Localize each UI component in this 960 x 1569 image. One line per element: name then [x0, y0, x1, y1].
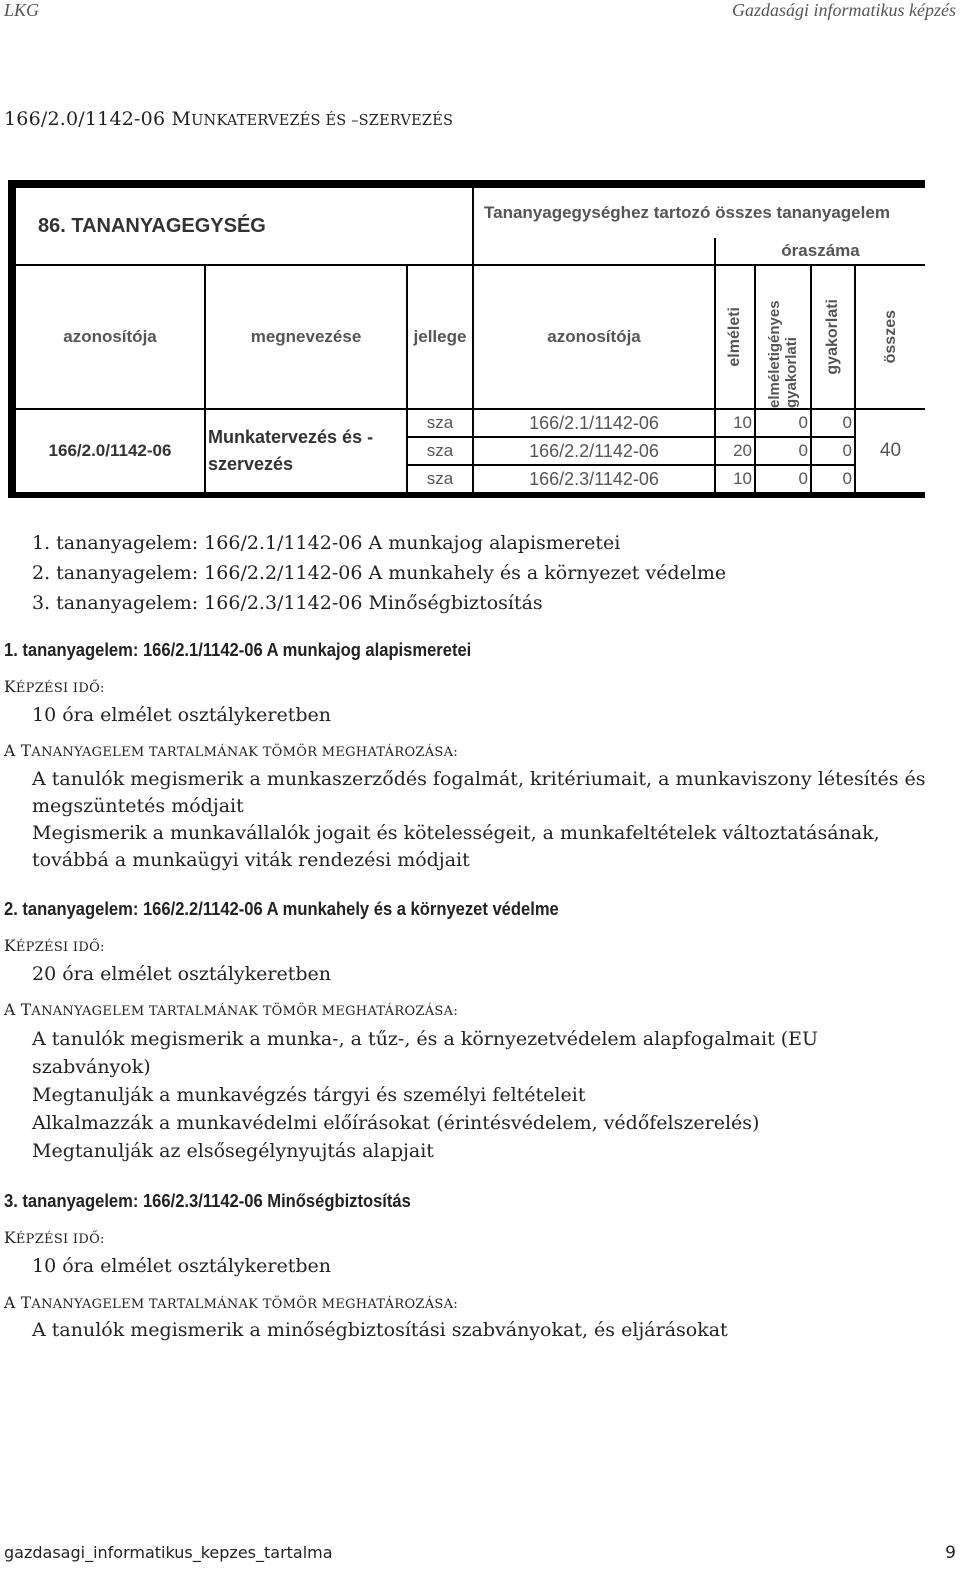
hours-title-cell: óraszáma	[716, 238, 925, 264]
label-initial: A	[4, 1001, 21, 1019]
elements-title-cell: Tananyagegységhez tartozó összes tananyagelem	[474, 188, 925, 238]
title-prefix: 166/2.0/1142-06 M	[4, 108, 192, 130]
label-rest: ANANYAGELEM TARTALMÁNAK TÖMÖR MEGHATÁROZÁSA:	[31, 1297, 459, 1312]
section-2-time: 20 óra elmélet osztálykeretben	[32, 963, 332, 985]
label-initial: K	[4, 1229, 16, 1247]
col-theory-intensive-label: elméletigényes gyakorlati	[766, 300, 800, 408]
section-1-title: 1. tananyagelem: 166/2.1/1142-06 A munkajog alapismeretei	[4, 640, 472, 660]
section-2-content	[32, 1025, 932, 1165]
row3-practice: 0	[812, 466, 854, 492]
section-3-content-label	[4, 1294, 458, 1312]
list-item: 3. tananyagelem: 166/2.3/1142-06 Minőségbiztosítás	[32, 592, 543, 614]
content-paragraph: Megtanulják a munkavégzés tárgyi és személyi feltételeit	[32, 1084, 586, 1106]
section-3-time-label	[4, 1229, 105, 1247]
row1-practice: 0	[812, 410, 854, 436]
label-rest: ÉPZÉSI IDŐ:	[15, 1232, 105, 1247]
element-list	[32, 528, 726, 618]
section-1-time: 10 óra elmélet osztálykeretben	[32, 704, 332, 726]
label-initial: T	[20, 742, 32, 760]
list-item: 2. tananyagelem: 166/2.2/1142-06 A munkahely és a környezet védelme	[32, 562, 727, 584]
row3-type: sza	[408, 466, 472, 492]
row2-id: 166/2.2/1142-06	[474, 438, 714, 464]
label-initial: K	[4, 678, 16, 696]
col-theory-intensive-header	[756, 266, 810, 408]
footer-filename: gazdasagi_informatikus_kepzes_tartalma	[4, 1543, 333, 1562]
col-type-header: jellege	[408, 266, 472, 408]
curriculum-table	[8, 180, 925, 498]
unit-title-cell: 86. TANANYAGEGYSÉG	[16, 188, 472, 264]
label-initial: A	[4, 1294, 21, 1312]
label-rest: ANANYAGELEM TARTALMÁNAK TÖMÖR MEGHATÁROZÁSA:	[31, 745, 459, 760]
label-initial: T	[20, 1294, 32, 1312]
col-name-header: megnevezése	[206, 266, 406, 408]
row3-theory: 10	[716, 466, 754, 492]
section-1-content	[32, 766, 932, 874]
unit-id-cell: 166/2.0/1142-06	[16, 410, 204, 492]
label-initial: T	[20, 1001, 32, 1019]
page-title	[4, 108, 453, 130]
total-hours-cell: 40	[856, 410, 925, 492]
col-total-label: összes	[881, 310, 899, 364]
header-left: LKG	[4, 0, 40, 20]
section-3-time: 10 óra elmélet osztálykeretben	[32, 1255, 332, 1277]
row2-theory-intensive: 0	[756, 438, 810, 464]
row2-theory: 20	[716, 438, 754, 464]
section-1-content-label	[4, 742, 458, 760]
row1-theory: 10	[716, 410, 754, 436]
row3-id: 166/2.3/1142-06	[474, 466, 714, 492]
col-id-header: azonosítója	[16, 266, 204, 408]
title-caps: UNKATERVEZÉS ÉS –SZERVEZÉS	[191, 113, 454, 129]
section-3-content	[32, 1317, 932, 1344]
row1-theory-intensive: 0	[756, 410, 810, 436]
content-paragraph: A tanulók megismerik a munka-, a tűz-, és a környezetvédelem alapfogalmait (EU szabványok)	[32, 1028, 819, 1078]
content-paragraph: Megtanulják az elsősegélynyujtás alapjait	[32, 1140, 434, 1162]
content-paragraph: Megismerik a munkavállalók jogait és kötelességeit, a munkafeltételek változtatásának, továbbá a munkaügyi viták rendezési módjait	[32, 822, 880, 871]
col-practice-header	[812, 266, 854, 408]
col-theory-header	[716, 266, 754, 408]
section-2-title: 2. tananyagelem: 166/2.2/1142-06 A munkahely és a környezet védelme	[4, 899, 559, 919]
label-initial: A	[4, 742, 21, 760]
row1-id: 166/2.1/1142-06	[474, 410, 714, 436]
row1-type: sza	[408, 410, 472, 436]
row3-theory-intensive: 0	[756, 466, 810, 492]
blank-cell	[474, 238, 714, 264]
col-total-header	[856, 266, 925, 408]
header-right: Gazdasági informatikus képzés	[732, 0, 956, 20]
section-2-content-label	[4, 1001, 458, 1019]
col-theory-label: elméleti	[726, 307, 743, 367]
label-initial: K	[4, 937, 16, 955]
content-paragraph: A tanulók megismerik a minőségbiztosítási szabványokat, és eljárásokat	[32, 1319, 728, 1341]
page-number: 9	[945, 1543, 956, 1563]
col-practice-label: gyakorlati	[824, 299, 841, 375]
label-rest: ANANYAGELEM TARTALMÁNAK TÖMÖR MEGHATÁROZÁSA:	[31, 1004, 459, 1019]
row2-type: sza	[408, 438, 472, 464]
list-item: 1. tananyagelem: 166/2.1/1142-06 A munkajog alapismeretei	[32, 532, 621, 554]
section-2-time-label	[4, 937, 105, 955]
label-rest: ÉPZÉSI IDŐ:	[15, 681, 105, 696]
content-paragraph: Alkalmazzák a munkavédelmi előírásokat (érintésvédelem, védőfelszerelés)	[32, 1112, 760, 1134]
section-3-title: 3. tananyagelem: 166/2.3/1142-06 Minőségbiztosítás	[4, 1191, 411, 1211]
content-paragraph: A tanulók megismerik a munkaszerződés fogalmát, kritériumait, a munkaviszony létesítés és megszüntetés módjait	[32, 768, 926, 817]
unit-name-cell: Munkatervezés és -szervezés	[206, 410, 406, 492]
col-elem-id-header: azonosítója	[474, 266, 714, 408]
section-1-time-label	[4, 678, 105, 696]
row2-practice: 0	[812, 438, 854, 464]
label-rest: ÉPZÉSI IDŐ:	[15, 940, 105, 955]
